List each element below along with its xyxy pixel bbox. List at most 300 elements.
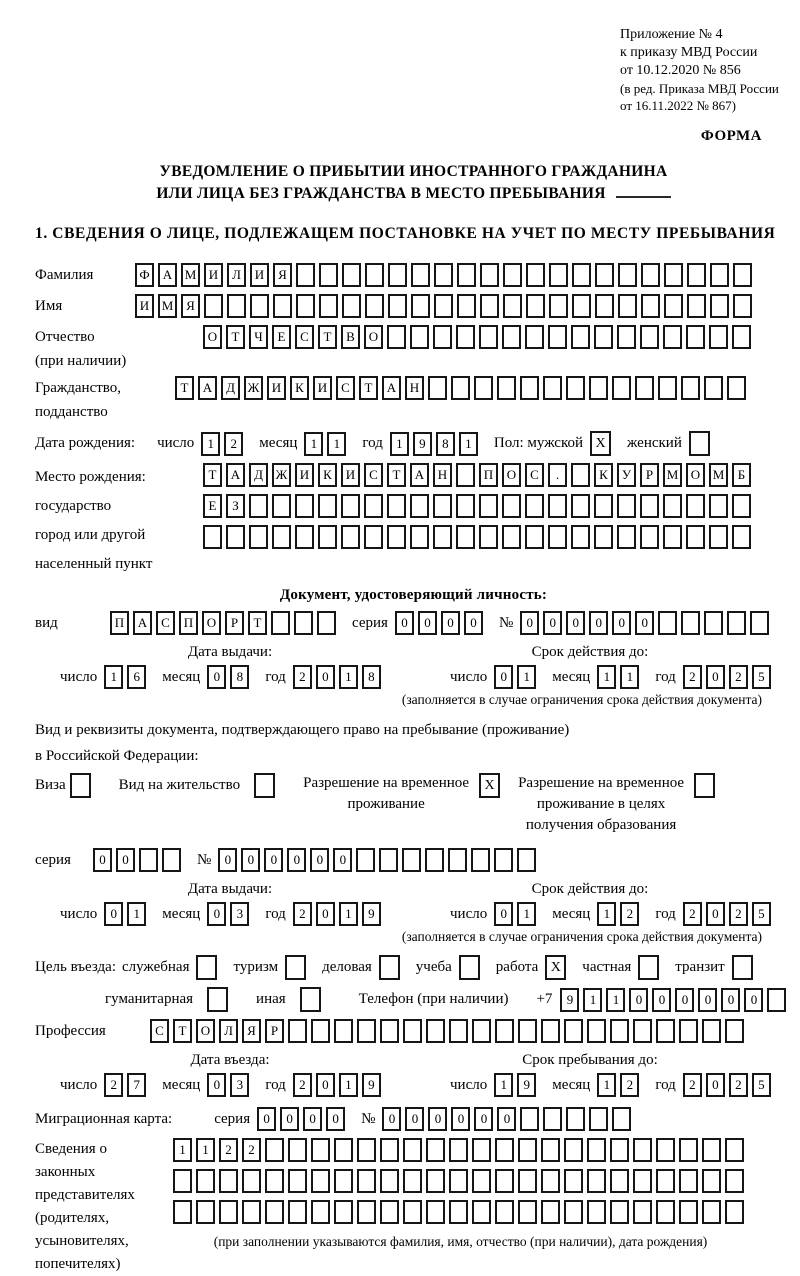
char-cell[interactable]	[457, 294, 476, 318]
char-cell[interactable]	[687, 294, 706, 318]
char-cell[interactable]	[564, 1019, 583, 1043]
char-cell[interactable]	[610, 1138, 629, 1162]
char-cell[interactable]: Д	[249, 463, 268, 487]
char-cell[interactable]	[387, 494, 406, 518]
char-cell[interactable]	[265, 1138, 284, 1162]
char-cell[interactable]	[341, 525, 360, 549]
char-cell[interactable]: 1	[201, 432, 220, 456]
char-cell[interactable]	[541, 1200, 560, 1224]
char-cell[interactable]: 1	[517, 902, 536, 926]
char-cell[interactable]	[387, 525, 406, 549]
char-cell[interactable]: М	[181, 263, 200, 287]
char-cell[interactable]	[207, 987, 228, 1012]
char-cell[interactable]: 9	[362, 1073, 381, 1097]
char-cell[interactable]	[617, 494, 636, 518]
char-cell[interactable]	[403, 1169, 422, 1193]
char-cell[interactable]: 1	[597, 665, 616, 689]
char-cell[interactable]	[426, 1200, 445, 1224]
char-cell[interactable]	[710, 294, 729, 318]
char-cell[interactable]	[640, 325, 659, 349]
char-cell[interactable]: 0	[428, 1107, 447, 1131]
char-cell[interactable]	[658, 376, 677, 400]
char-cell[interactable]: 1	[196, 1138, 215, 1162]
char-cell[interactable]	[610, 1169, 629, 1193]
char-cell[interactable]	[425, 848, 444, 872]
char-cell[interactable]: 1	[304, 432, 323, 456]
char-cell[interactable]	[380, 1200, 399, 1224]
char-cell[interactable]	[410, 494, 429, 518]
char-cell[interactable]: 1	[606, 988, 625, 1012]
char-cell[interactable]	[587, 1019, 606, 1043]
char-cell[interactable]: 0	[241, 848, 260, 872]
char-cell[interactable]	[410, 525, 429, 549]
char-cell[interactable]	[204, 294, 223, 318]
char-cell[interactable]	[686, 494, 705, 518]
char-cell[interactable]: П	[479, 463, 498, 487]
char-cell[interactable]	[548, 325, 567, 349]
char-cell[interactable]	[694, 773, 715, 798]
char-cell[interactable]	[767, 988, 786, 1012]
char-cell[interactable]	[203, 525, 222, 549]
char-cell[interactable]: С	[336, 376, 355, 400]
char-cell[interactable]: 0	[104, 902, 123, 926]
char-cell[interactable]: 1	[494, 1073, 513, 1097]
char-cell[interactable]	[686, 325, 705, 349]
char-cell[interactable]: 8	[230, 665, 249, 689]
char-cell[interactable]	[249, 525, 268, 549]
char-cell[interactable]: 2	[620, 902, 639, 926]
char-cell[interactable]	[686, 525, 705, 549]
char-cell[interactable]	[595, 263, 614, 287]
char-cell[interactable]	[379, 848, 398, 872]
char-cell[interactable]	[689, 431, 710, 456]
char-cell[interactable]: 1	[327, 432, 346, 456]
char-cell[interactable]	[242, 1200, 261, 1224]
char-cell[interactable]: Т	[318, 325, 337, 349]
char-cell[interactable]	[733, 263, 752, 287]
char-cell[interactable]	[495, 1169, 514, 1193]
char-cell[interactable]	[548, 525, 567, 549]
char-cell[interactable]	[311, 1200, 330, 1224]
char-cell[interactable]	[219, 1200, 238, 1224]
char-cell[interactable]	[242, 1169, 261, 1193]
char-cell[interactable]	[139, 848, 158, 872]
char-cell[interactable]	[403, 1019, 422, 1043]
char-cell[interactable]	[664, 294, 683, 318]
char-cell[interactable]: 0	[441, 611, 460, 635]
char-cell[interactable]: Н	[433, 463, 452, 487]
char-cell[interactable]: 0	[333, 848, 352, 872]
char-cell[interactable]	[410, 325, 429, 349]
char-cell[interactable]: С	[364, 463, 383, 487]
char-cell[interactable]	[273, 294, 292, 318]
char-cell[interactable]: 9	[362, 902, 381, 926]
char-cell[interactable]	[288, 1169, 307, 1193]
char-cell[interactable]	[162, 848, 181, 872]
char-cell[interactable]	[379, 955, 400, 980]
char-cell[interactable]: 0	[494, 902, 513, 926]
char-cell[interactable]	[571, 463, 590, 487]
char-cell[interactable]	[227, 294, 246, 318]
char-cell[interactable]: 0	[257, 1107, 276, 1131]
char-cell[interactable]: 0	[543, 611, 562, 635]
char-cell[interactable]	[633, 1169, 652, 1193]
char-cell[interactable]	[704, 376, 723, 400]
char-cell[interactable]: 0	[207, 665, 226, 689]
char-cell[interactable]: 3	[230, 902, 249, 926]
char-cell[interactable]	[633, 1200, 652, 1224]
char-cell[interactable]	[402, 848, 421, 872]
char-cell[interactable]: 0	[675, 988, 694, 1012]
char-cell[interactable]: 9	[517, 1073, 536, 1097]
char-cell[interactable]: 9	[413, 432, 432, 456]
char-cell[interactable]	[518, 1019, 537, 1043]
char-cell[interactable]	[380, 1019, 399, 1043]
char-cell[interactable]	[456, 463, 475, 487]
char-cell[interactable]	[295, 494, 314, 518]
char-cell[interactable]: П	[179, 611, 198, 635]
char-cell[interactable]: 0	[474, 1107, 493, 1131]
char-cell[interactable]	[525, 525, 544, 549]
char-cell[interactable]	[288, 1138, 307, 1162]
char-cell[interactable]	[658, 611, 677, 635]
char-cell[interactable]	[433, 525, 452, 549]
char-cell[interactable]	[702, 1200, 721, 1224]
char-cell[interactable]	[725, 1200, 744, 1224]
char-cell[interactable]: 1	[339, 1073, 358, 1097]
char-cell[interactable]: 0	[395, 611, 414, 635]
char-cell[interactable]	[702, 1169, 721, 1193]
char-cell[interactable]	[633, 1138, 652, 1162]
char-cell[interactable]	[503, 294, 522, 318]
char-cell[interactable]: М	[663, 463, 682, 487]
char-cell[interactable]	[318, 525, 337, 549]
char-cell[interactable]: 0	[207, 1073, 226, 1097]
char-cell[interactable]: И	[313, 376, 332, 400]
char-cell[interactable]	[618, 263, 637, 287]
char-cell[interactable]: 2	[219, 1138, 238, 1162]
char-cell[interactable]	[640, 525, 659, 549]
char-cell[interactable]	[520, 376, 539, 400]
char-cell[interactable]: .	[548, 463, 567, 487]
char-cell[interactable]: 1	[339, 902, 358, 926]
char-cell[interactable]: О	[502, 463, 521, 487]
char-cell[interactable]	[502, 494, 521, 518]
char-cell[interactable]: 0	[310, 848, 329, 872]
char-cell[interactable]	[319, 263, 338, 287]
char-cell[interactable]: 1	[517, 665, 536, 689]
char-cell[interactable]: 5	[752, 1073, 771, 1097]
char-cell[interactable]: 2	[242, 1138, 261, 1162]
char-cell[interactable]: И	[250, 263, 269, 287]
char-cell[interactable]	[709, 494, 728, 518]
char-cell[interactable]: 2	[729, 1073, 748, 1097]
char-cell[interactable]	[341, 494, 360, 518]
char-cell[interactable]	[641, 294, 660, 318]
char-cell[interactable]: И	[267, 376, 286, 400]
char-cell[interactable]: Р	[265, 1019, 284, 1043]
char-cell[interactable]	[679, 1138, 698, 1162]
char-cell[interactable]	[319, 294, 338, 318]
char-cell[interactable]: А	[410, 463, 429, 487]
char-cell[interactable]	[572, 294, 591, 318]
char-cell[interactable]: Я	[273, 263, 292, 287]
char-cell[interactable]	[733, 294, 752, 318]
char-cell[interactable]	[549, 263, 568, 287]
char-cell[interactable]: К	[594, 463, 613, 487]
char-cell[interactable]: Л	[219, 1019, 238, 1043]
char-cell[interactable]: Т	[248, 611, 267, 635]
char-cell[interactable]	[526, 263, 545, 287]
char-cell[interactable]	[472, 1200, 491, 1224]
char-cell[interactable]: О	[686, 463, 705, 487]
char-cell[interactable]	[541, 1138, 560, 1162]
char-cell[interactable]: Я	[181, 294, 200, 318]
char-cell[interactable]	[702, 1138, 721, 1162]
char-cell[interactable]	[495, 1019, 514, 1043]
char-cell[interactable]	[285, 955, 306, 980]
char-cell[interactable]: 9	[560, 988, 579, 1012]
char-cell[interactable]: X	[545, 955, 566, 980]
char-cell[interactable]	[334, 1200, 353, 1224]
char-cell[interactable]	[638, 955, 659, 980]
char-cell[interactable]: Ч	[249, 325, 268, 349]
char-cell[interactable]: 0	[698, 988, 717, 1012]
char-cell[interactable]: 5	[752, 902, 771, 926]
char-cell[interactable]: 0	[382, 1107, 401, 1131]
char-cell[interactable]: Т	[226, 325, 245, 349]
char-cell[interactable]: Л	[227, 263, 246, 287]
char-cell[interactable]	[272, 494, 291, 518]
char-cell[interactable]: 1	[597, 1073, 616, 1097]
char-cell[interactable]	[641, 263, 660, 287]
char-cell[interactable]	[732, 325, 751, 349]
char-cell[interactable]: Т	[175, 376, 194, 400]
char-cell[interactable]: 0	[497, 1107, 516, 1131]
char-cell[interactable]: Ф	[135, 263, 154, 287]
char-cell[interactable]	[656, 1138, 675, 1162]
char-cell[interactable]	[317, 611, 336, 635]
char-cell[interactable]	[494, 848, 513, 872]
char-cell[interactable]	[732, 955, 753, 980]
char-cell[interactable]: 0	[464, 611, 483, 635]
char-cell[interactable]: 1	[459, 432, 478, 456]
char-cell[interactable]	[656, 1169, 675, 1193]
char-cell[interactable]	[681, 376, 700, 400]
char-cell[interactable]	[272, 525, 291, 549]
char-cell[interactable]	[342, 294, 361, 318]
char-cell[interactable]	[474, 376, 493, 400]
char-cell[interactable]	[318, 494, 337, 518]
char-cell[interactable]	[357, 1200, 376, 1224]
char-cell[interactable]: 0	[418, 611, 437, 635]
char-cell[interactable]: 1	[127, 902, 146, 926]
char-cell[interactable]	[617, 325, 636, 349]
char-cell[interactable]	[311, 1138, 330, 1162]
char-cell[interactable]	[449, 1019, 468, 1043]
char-cell[interactable]: 0	[303, 1107, 322, 1131]
char-cell[interactable]: 0	[326, 1107, 345, 1131]
char-cell[interactable]	[503, 263, 522, 287]
char-cell[interactable]	[219, 1169, 238, 1193]
char-cell[interactable]: У	[617, 463, 636, 487]
char-cell[interactable]	[173, 1200, 192, 1224]
char-cell[interactable]: 1	[104, 665, 123, 689]
char-cell[interactable]	[725, 1169, 744, 1193]
char-cell[interactable]	[196, 1169, 215, 1193]
char-cell[interactable]: 1	[620, 665, 639, 689]
char-cell[interactable]	[704, 611, 723, 635]
char-cell[interactable]: Ж	[244, 376, 263, 400]
char-cell[interactable]	[433, 325, 452, 349]
char-cell[interactable]	[518, 1200, 537, 1224]
char-cell[interactable]	[595, 294, 614, 318]
char-cell[interactable]	[541, 1169, 560, 1193]
char-cell[interactable]: 1	[339, 665, 358, 689]
char-cell[interactable]: 0	[635, 611, 654, 635]
char-cell[interactable]	[587, 1200, 606, 1224]
char-cell[interactable]: Р	[225, 611, 244, 635]
char-cell[interactable]	[311, 1169, 330, 1193]
char-cell[interactable]: 2	[293, 1073, 312, 1097]
char-cell[interactable]	[380, 1138, 399, 1162]
char-cell[interactable]	[589, 376, 608, 400]
char-cell[interactable]: С	[156, 611, 175, 635]
char-cell[interactable]	[543, 1107, 562, 1131]
char-cell[interactable]	[387, 325, 406, 349]
char-cell[interactable]: 1	[597, 902, 616, 926]
char-cell[interactable]	[451, 376, 470, 400]
char-cell[interactable]: 1	[390, 432, 409, 456]
char-cell[interactable]: 2	[224, 432, 243, 456]
char-cell[interactable]	[449, 1138, 468, 1162]
char-cell[interactable]	[572, 263, 591, 287]
char-cell[interactable]	[433, 494, 452, 518]
char-cell[interactable]	[520, 1107, 539, 1131]
char-cell[interactable]: М	[709, 463, 728, 487]
char-cell[interactable]: 1	[583, 988, 602, 1012]
char-cell[interactable]	[679, 1169, 698, 1193]
char-cell[interactable]: О	[196, 1019, 215, 1043]
char-cell[interactable]	[334, 1138, 353, 1162]
char-cell[interactable]: 8	[362, 665, 381, 689]
char-cell[interactable]	[294, 611, 313, 635]
char-cell[interactable]	[679, 1019, 698, 1043]
char-cell[interactable]	[750, 611, 769, 635]
char-cell[interactable]: 0	[744, 988, 763, 1012]
char-cell[interactable]: А	[226, 463, 245, 487]
char-cell[interactable]: 0	[451, 1107, 470, 1131]
char-cell[interactable]	[388, 263, 407, 287]
char-cell[interactable]	[525, 325, 544, 349]
char-cell[interactable]	[497, 376, 516, 400]
char-cell[interactable]: 0	[706, 902, 725, 926]
char-cell[interactable]	[710, 263, 729, 287]
char-cell[interactable]	[589, 1107, 608, 1131]
char-cell[interactable]	[456, 325, 475, 349]
char-cell[interactable]	[426, 1138, 445, 1162]
char-cell[interactable]	[663, 325, 682, 349]
char-cell[interactable]	[502, 525, 521, 549]
char-cell[interactable]: 0	[566, 611, 585, 635]
char-cell[interactable]	[357, 1019, 376, 1043]
char-cell[interactable]: 0	[721, 988, 740, 1012]
char-cell[interactable]	[456, 525, 475, 549]
char-cell[interactable]: 0	[316, 902, 335, 926]
char-cell[interactable]	[679, 1200, 698, 1224]
char-cell[interactable]: 0	[287, 848, 306, 872]
char-cell[interactable]: 2	[683, 1073, 702, 1097]
char-cell[interactable]: 5	[752, 665, 771, 689]
char-cell[interactable]: 2	[293, 902, 312, 926]
char-cell[interactable]	[571, 494, 590, 518]
char-cell[interactable]	[403, 1138, 422, 1162]
char-cell[interactable]	[472, 1169, 491, 1193]
char-cell[interactable]: 0	[706, 1073, 725, 1097]
char-cell[interactable]	[480, 263, 499, 287]
char-cell[interactable]: К	[290, 376, 309, 400]
char-cell[interactable]: 2	[104, 1073, 123, 1097]
char-cell[interactable]	[364, 525, 383, 549]
char-cell[interactable]	[459, 955, 480, 980]
char-cell[interactable]: 2	[729, 665, 748, 689]
char-cell[interactable]	[449, 1200, 468, 1224]
char-cell[interactable]	[594, 525, 613, 549]
char-cell[interactable]	[265, 1169, 284, 1193]
char-cell[interactable]	[725, 1019, 744, 1043]
char-cell[interactable]	[334, 1019, 353, 1043]
char-cell[interactable]: 0	[589, 611, 608, 635]
char-cell[interactable]	[656, 1200, 675, 1224]
char-cell[interactable]	[173, 1169, 192, 1193]
char-cell[interactable]: Р	[640, 463, 659, 487]
char-cell[interactable]: П	[110, 611, 129, 635]
char-cell[interactable]: 0	[629, 988, 648, 1012]
char-cell[interactable]: 0	[93, 848, 112, 872]
char-cell[interactable]	[472, 1138, 491, 1162]
char-cell[interactable]: 0	[316, 665, 335, 689]
char-cell[interactable]: 7	[127, 1073, 146, 1097]
char-cell[interactable]	[564, 1138, 583, 1162]
char-cell[interactable]	[288, 1200, 307, 1224]
char-cell[interactable]	[196, 1200, 215, 1224]
char-cell[interactable]: 2	[729, 902, 748, 926]
char-cell[interactable]	[664, 263, 683, 287]
char-cell[interactable]	[388, 294, 407, 318]
char-cell[interactable]: И	[341, 463, 360, 487]
char-cell[interactable]: 1	[173, 1138, 192, 1162]
char-cell[interactable]	[380, 1169, 399, 1193]
char-cell[interactable]	[518, 1138, 537, 1162]
char-cell[interactable]	[357, 1169, 376, 1193]
char-cell[interactable]	[732, 525, 751, 549]
char-cell[interactable]: И	[295, 463, 314, 487]
char-cell[interactable]	[725, 1138, 744, 1162]
char-cell[interactable]	[226, 525, 245, 549]
char-cell[interactable]: 2	[683, 902, 702, 926]
char-cell[interactable]: Б	[732, 463, 751, 487]
char-cell[interactable]	[548, 494, 567, 518]
char-cell[interactable]	[663, 525, 682, 549]
char-cell[interactable]: О	[203, 325, 222, 349]
char-cell[interactable]	[495, 1138, 514, 1162]
char-cell[interactable]: 0	[218, 848, 237, 872]
char-cell[interactable]	[479, 325, 498, 349]
char-cell[interactable]: 0	[316, 1073, 335, 1097]
char-cell[interactable]	[365, 263, 384, 287]
char-cell[interactable]	[587, 1169, 606, 1193]
char-cell[interactable]	[196, 955, 217, 980]
